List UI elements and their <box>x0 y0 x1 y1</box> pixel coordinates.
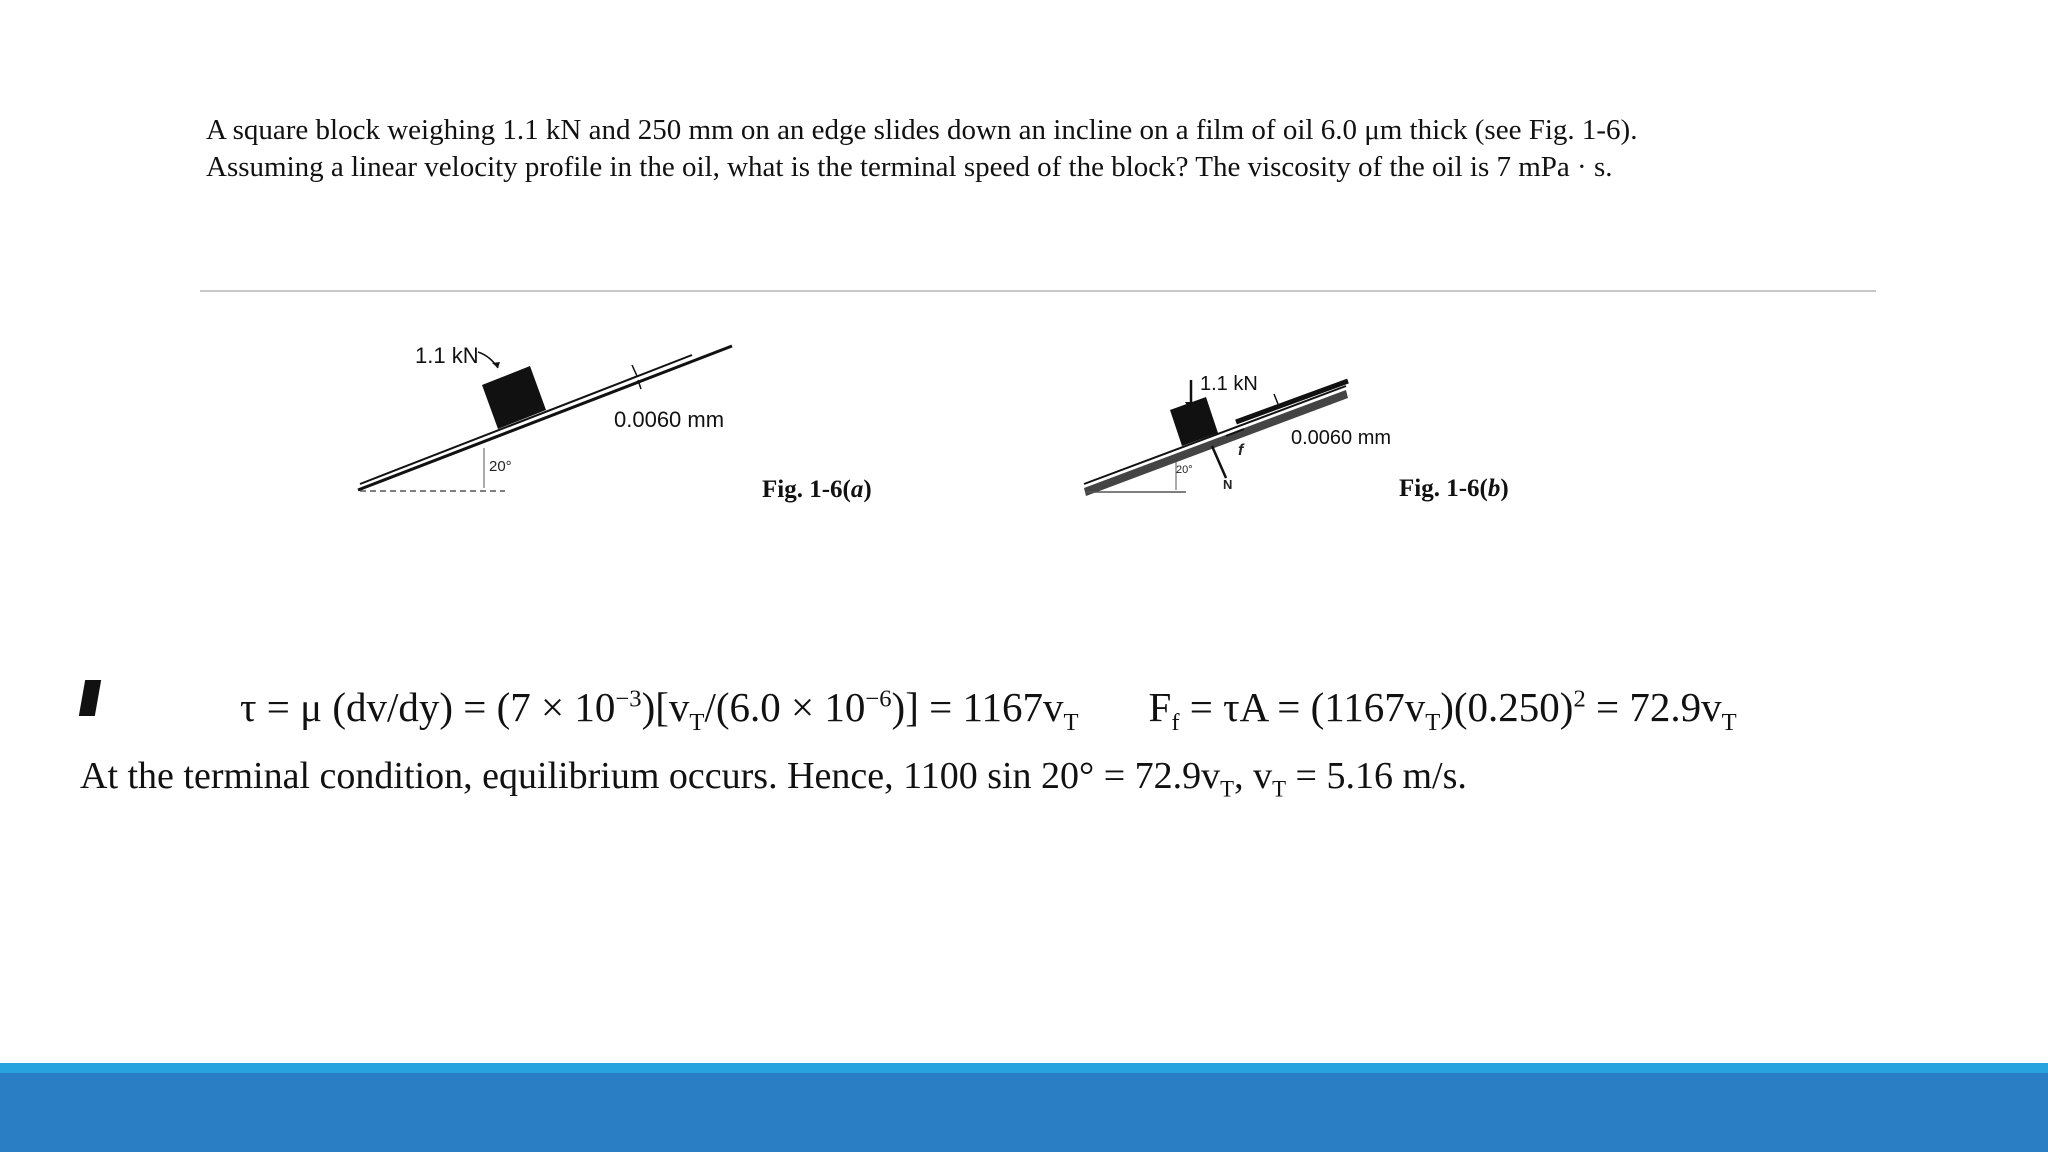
footer-stripe <box>0 1063 2048 1073</box>
weight-arrowhead-a <box>492 362 500 368</box>
weight-label-b: 1.1 kN <box>1200 373 1258 395</box>
thickness-tick-b <box>1274 394 1278 404</box>
solution-conclusion: At the terminal condition, equilibrium occurs. Hence, 1100 $\sin 20^\circ = 72.9v_T$, $v_T = 5.16$ m/s. <box>80 755 1467 802</box>
weight-label-a: 1.1 kN <box>415 343 479 368</box>
thickness-label-a: 0.0060 mm <box>614 407 725 432</box>
friction-force-label-b: f <box>1238 442 1244 459</box>
friction-force-equation: $F_f = \tau A = (1167v_T)(0.250)^2 = 72.9v_T$ <box>1148 683 1737 736</box>
figure-b <box>1084 373 1509 502</box>
thickness-tick-a1 <box>632 365 637 376</box>
figure-caption-a: Fig. 1-6(a) <box>762 476 872 503</box>
figure-caption-b: Fig. 1-6(b) <box>1399 475 1509 502</box>
solution-equations <box>240 674 1737 748</box>
normal-force-label-b: N <box>1223 477 1233 492</box>
thickness-label-b: 0.0060 mm <box>1291 427 1392 449</box>
shear-stress-equation: τ = μ $(dv/dy) = (7 \times 10^{-3})[v_T/(6.0 \times 10^{-6})] = 1167v_T$ <box>240 683 1079 736</box>
figure-a <box>358 343 872 503</box>
footer-bar <box>0 1073 2048 1152</box>
angle-label-a: 20° <box>489 458 512 475</box>
angle-label-b: 20° <box>1176 464 1193 476</box>
normal-force-arrow-b <box>1212 446 1226 478</box>
weight-arrow-a <box>478 352 498 368</box>
problem-statement: A square block weighing 1.1 kN and 250 mm on an edge slides down an incline on a film of oil 6.0 μm thick (see Fig. 1-6). Assuming a linear velocity profile in the oil, what is the terminal speed of the block? The viscosity of the oil is 7 mPa · s. <box>206 114 1638 183</box>
block-a <box>482 366 546 429</box>
